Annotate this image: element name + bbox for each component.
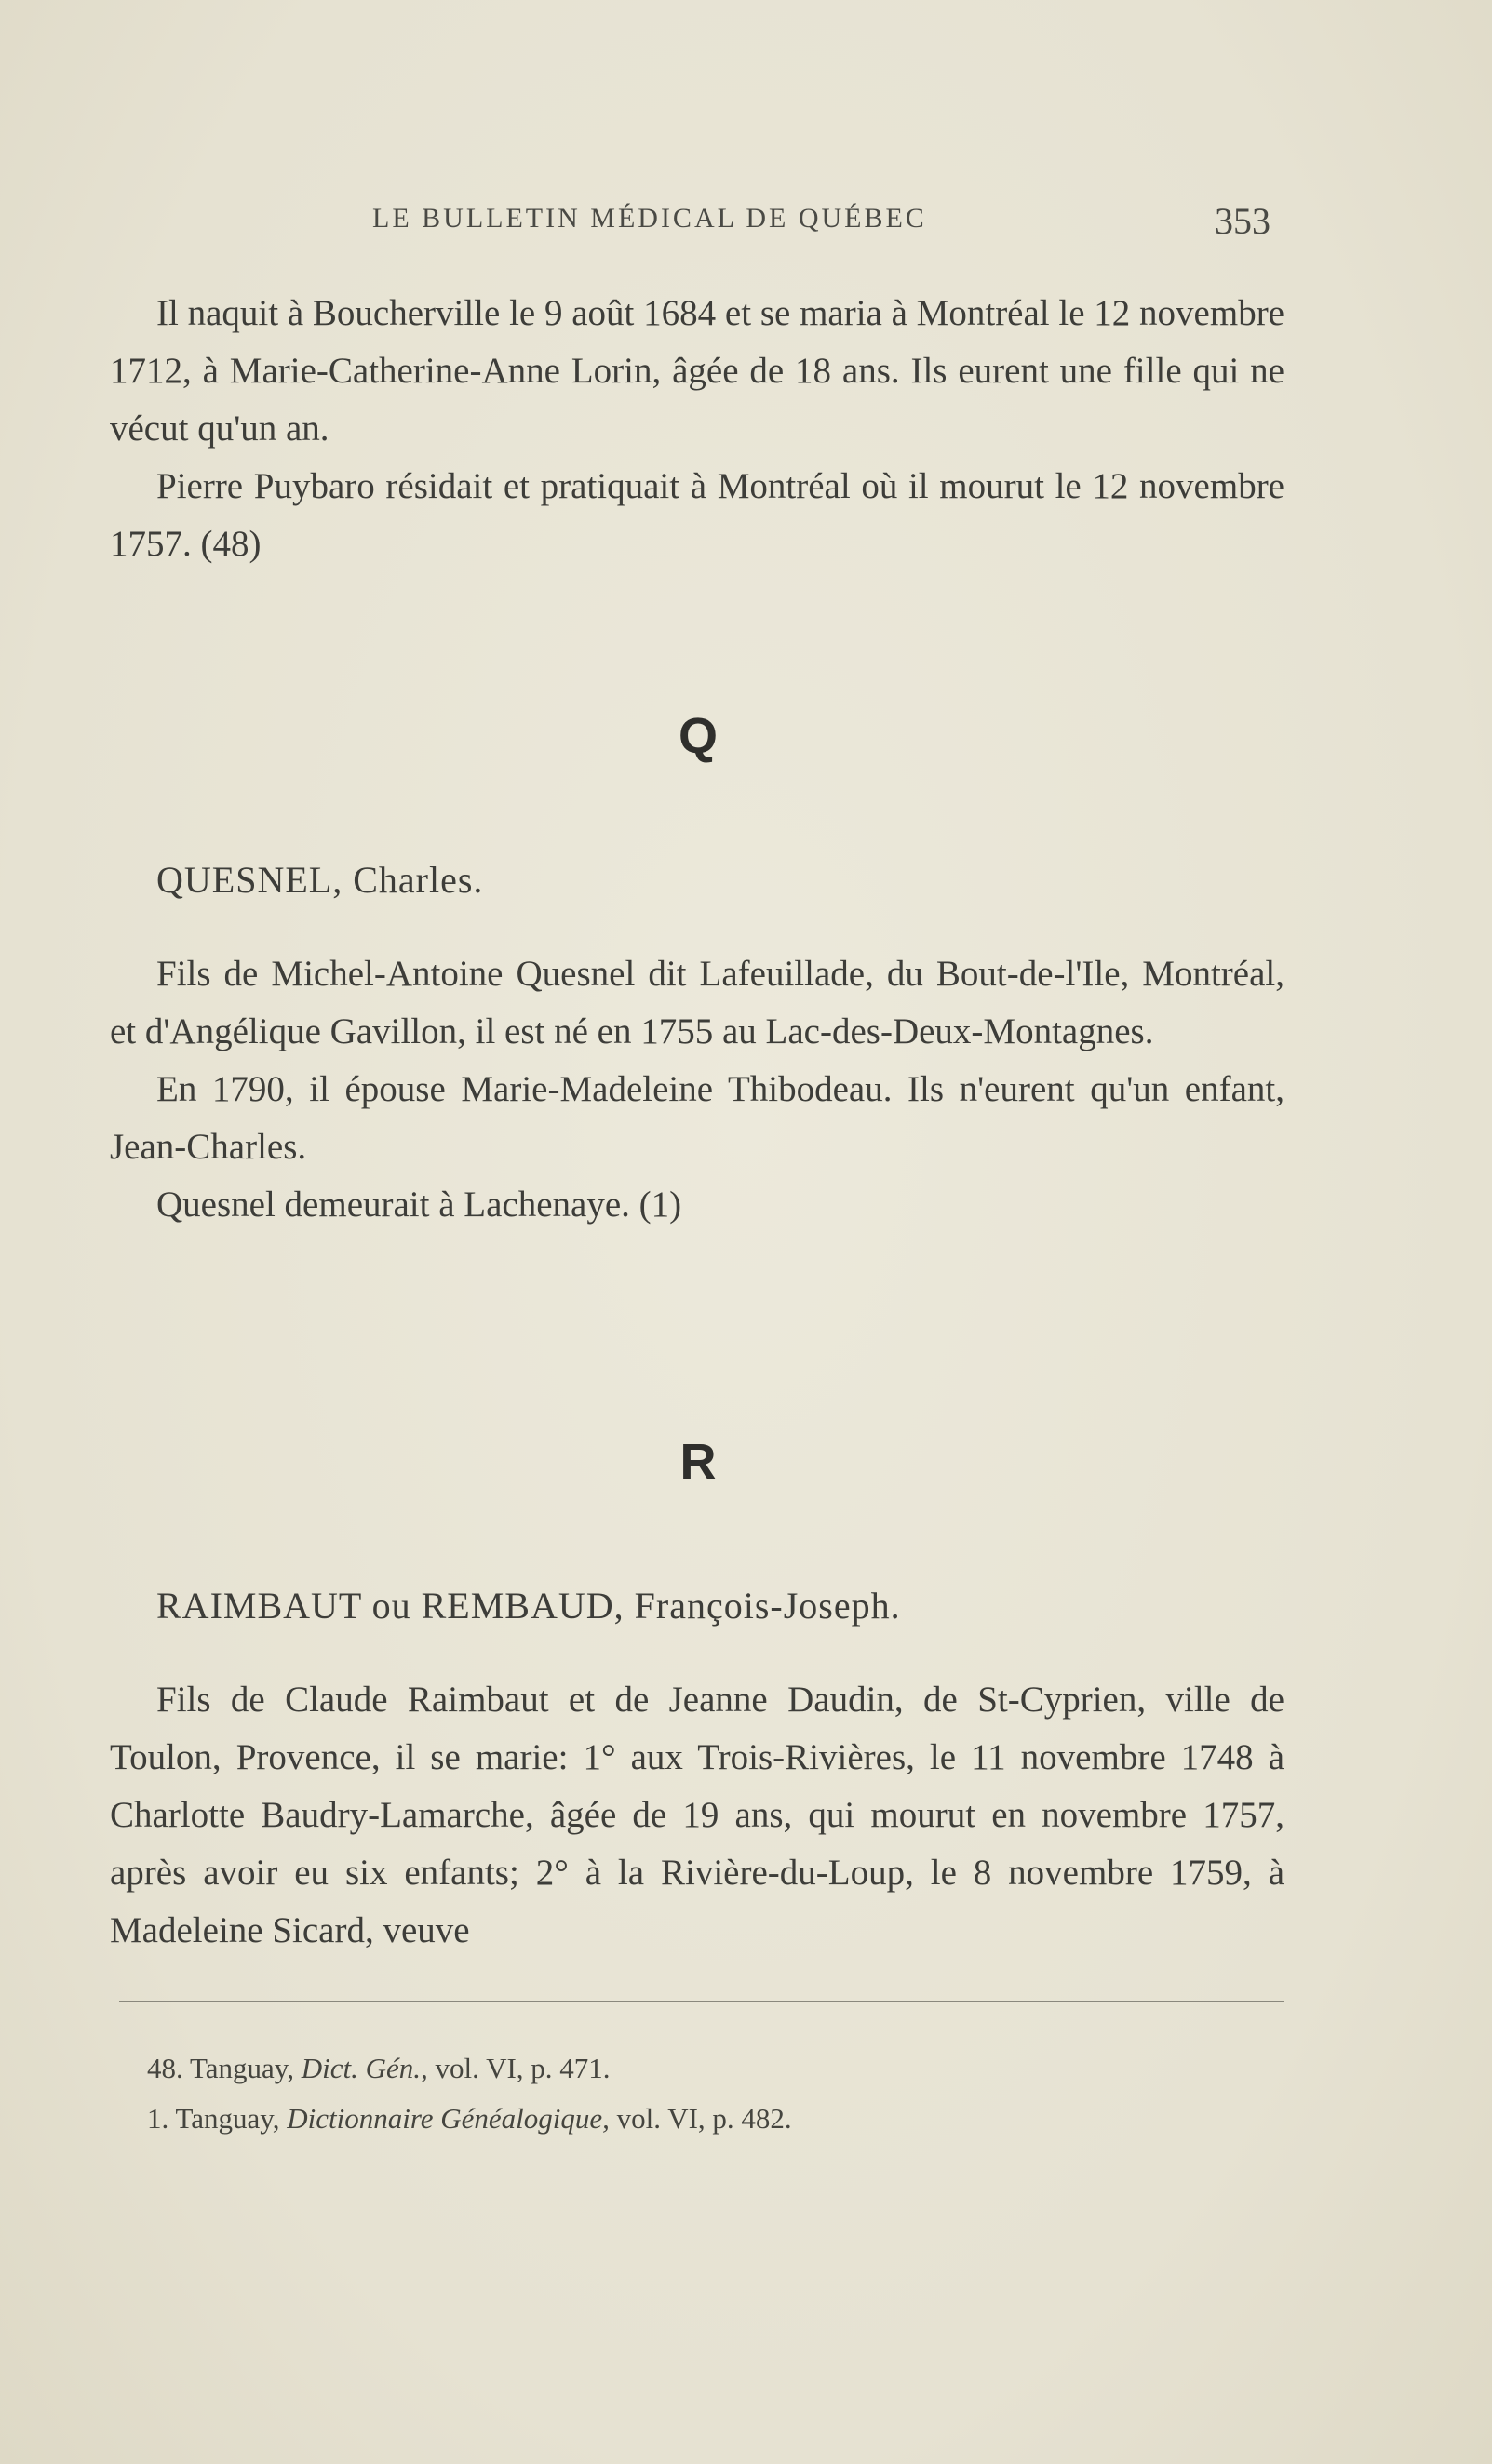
footnote-author: Tanguay, bbox=[189, 2052, 294, 2084]
entry-name-raimbaut: RAIMBAUT ou REMBAUD, François-Joseph. bbox=[156, 1585, 901, 1627]
section-letter-q: Q bbox=[678, 708, 718, 764]
paragraph: Il naquit à Boucherville le 9 août 1684 et se maria à Montréal le 12 novembre 1712, à Marie-Catherine-Anne Lorin, âgée de 18 ans. Ils eurent une fille qui ne vécut qu'un an. bbox=[110, 293, 1284, 449]
footnote-number: 1. bbox=[147, 2102, 169, 2135]
footnote-1 bbox=[147, 2094, 1283, 2144]
footnote-reference: vol. VI, p. 482. bbox=[616, 2102, 792, 2135]
paragraph: Quesnel demeurait à Lachenaye. (1) bbox=[156, 1185, 682, 1225]
page-number: 353 bbox=[1215, 200, 1270, 242]
paragraph: Pierre Puybaro résidait et pratiquait à Montréal où il mourut le 12 novembre 1757. (48) bbox=[110, 466, 1284, 564]
footnote-48 bbox=[147, 2043, 1283, 2094]
paragraph: Fils de Claude Raimbaut et de Jeanne Daudin, de St-Cyprien, ville de Toulon, Provence, il se marie: 1° aux Trois-Rivières, le 11 novembre 1748 à Charlotte Baudry-Lamarche, âgée de 19 ans, qui mourut en novembre 1757, après avoir eu six enfants; 2° à la Rivière-du-Loup, le 8 novembre 1759, à Madeleine Sicard, veuve bbox=[110, 1680, 1284, 1950]
paragraph: Fils de Michel-Antoine Quesnel dit Lafeuillade, du Bout-de-l'Ile, Montréal, et d'Angélique Gavillon, il est né en 1755 au Lac-des-Deux-Montagnes. bbox=[110, 954, 1284, 1051]
footnote-title: Dict. Gén., bbox=[301, 2052, 428, 2084]
footnote-divider bbox=[119, 2001, 1284, 2002]
footnote-reference: vol. VI, p. 471. bbox=[435, 2052, 611, 2084]
running-title: LE BULLETIN MÉDICAL DE QUÉBEC bbox=[372, 203, 927, 234]
intro-text bbox=[110, 285, 1284, 573]
footnote-number: 48. bbox=[147, 2052, 183, 2084]
footnotes bbox=[147, 2043, 1283, 2144]
raimbaut-entry-text bbox=[110, 1671, 1284, 1960]
paragraph: En 1790, il épouse Marie-Madeleine Thibodeau. Ils n'eurent qu'un enfant, Jean-Charles. bbox=[110, 1069, 1284, 1167]
quesnel-entry-text bbox=[110, 945, 1284, 1234]
section-letter-r: R bbox=[679, 1434, 717, 1490]
footnote-author: Tanguay, bbox=[175, 2102, 280, 2135]
footnote-title: Dictionnaire Généalogique, bbox=[287, 2102, 610, 2135]
entry-name-quesnel: QUESNEL, Charles. bbox=[156, 859, 484, 901]
